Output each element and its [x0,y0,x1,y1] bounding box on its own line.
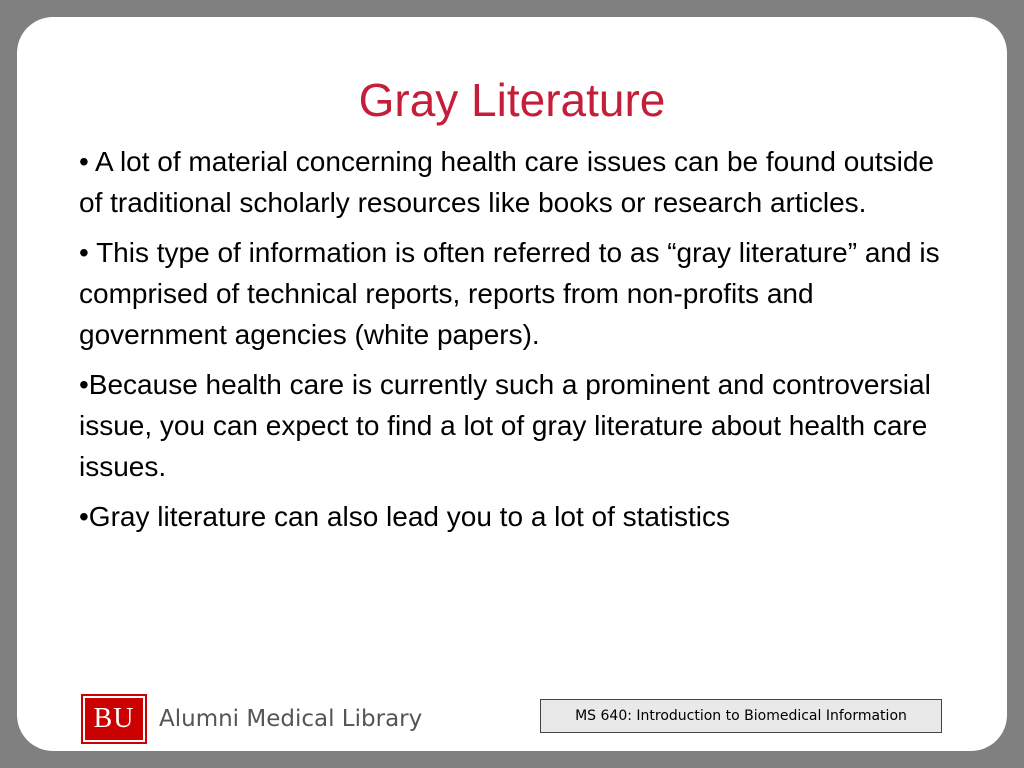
library-logo [83,695,422,743]
bullet-item: •Because health care is currently such a prominent and controversial issue, you can expect to find a lot of gray literature about health care issues. [79,369,931,482]
bullet-list [79,141,959,546]
bullet-item: • A lot of material concerning health care issues can be found outside of traditional scholarly resources like books or research articles. [79,146,934,218]
bu-logo-mark: BU [83,696,145,742]
library-name: Alumni Medical Library [159,706,423,732]
bullet-item: • This type of information is often referred to as “gray literature” and is comprised of technical reports, reports from non-profits and government agencies (white papers). [79,237,940,350]
course-label: MS 640: Introduction to Biomedical Information [540,699,942,733]
slide [17,17,1007,751]
slide-title: Gray Literature [358,74,666,126]
bullet-item: •Gray literature can also lead you to a lot of statistics [79,501,730,532]
